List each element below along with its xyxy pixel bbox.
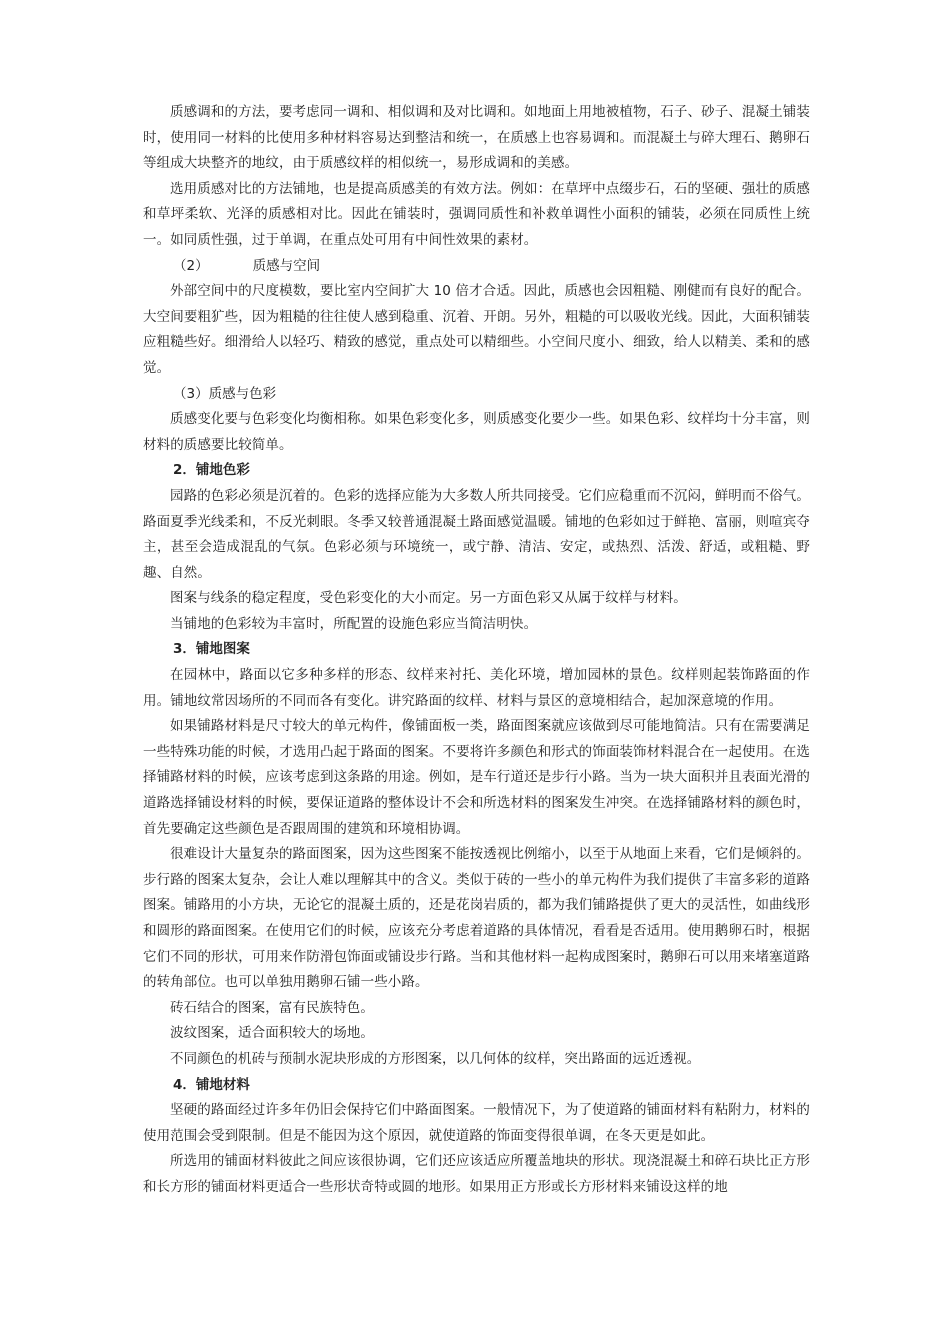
paragraph-texture-contrast: 选用质感对比的方法铺地，也是提高质感美的有效方法。例如：在草坪中点缀步石，石的坚硬、强壮的质感和草坪柔软、光泽的质感相对比。因此在铺装时，强调同质性和补救单调性小面积的铺装，必须在同质性上统一。如同质性强，过于单调，在重点处可用有中间性效果的素材。 xyxy=(143,180,810,248)
section-heading-paving-pattern: 3．铺地图案 xyxy=(173,641,250,658)
section-heading-paving-material: 4．铺地材料 xyxy=(173,1076,250,1093)
paragraph-facility-color: 当铺地的色彩较为丰富时，所配置的设施色彩应当简洁明快。 xyxy=(170,615,538,632)
document-page xyxy=(143,100,810,1201)
subheading-title: 质感与空间 xyxy=(252,257,321,274)
paragraph-road-color: 园路的色彩必须是沉着的。色彩的选择应能为大多数人所共同接受。它们应稳重而不沉闷，鲜明而不俗气。路面夏季光线柔和，不反光刺眼。冬季又较普通混凝土路面感觉温暖。铺地的色彩如过于鲜艳、富丽，则喧宾夺主，甚至会造成混乱的气氛。色彩必须与环境统一，或宁静、清洁、安定，或热烈、活泼、舒适，或粗糙、野趣、自然。 xyxy=(143,487,810,581)
paragraph-texture-color: 质感变化要与色彩变化均衡相称。如果色彩变化多，则质感变化要少一些。如果色彩、纹样均十分丰富，则材料的质感要比较简单。 xyxy=(143,411,810,453)
paragraph-pattern-stability: 图案与线条的稳定程度，受色彩变化的大小而定。另一方面色彩又从属于纹样与材料。 xyxy=(170,590,687,607)
subheading-texture-space xyxy=(143,254,810,280)
paragraph-large-units: 如果铺路材料是尺寸较大的单元构件，像铺面板一类，路面图案就应该做到尽可能地简洁。只有在需要满足一些特殊功能的时候，才选用凸起于路面的图案。不要将许多颜色和形式的饰面装饰材料混合在一起使用。在选择铺路材料的时候，应该考虑到这条路的用途。例如，是车行道还是步行小路。当为一块大面积并且表面光滑的道路选择铺设材料的时候，要保证道路的整体设计不会和所选材料的图案发生冲突。在选择铺路材料的颜色时，首先要确定这些颜色是否跟周围的建筑和环境相协调。 xyxy=(143,718,810,837)
paragraph-material-harmony: 所选用的铺面材料彼此之间应该很协调，它们还应该适应所覆盖地块的形状。现浇混凝土和碎石块比正方形和长方形的铺面材料更适合一些形状奇特或圆的地形。如果用正方形或长方形材料来铺设这样的地 xyxy=(143,1153,810,1195)
paragraph-texture-harmony: 质感调和的方法，要考虑同一调和、相似调和及对比调和。如地面上用地被植物，石子、砂子、混凝土铺装时，使用同一材料的比使用多种材料容易达到整洁和统一，在质感上也容易调和。而混凝土与碎大理石、鹅卵石等组成大块整齐的地纹，由于质感纹样的相似统一，易形成调和的美感。 xyxy=(143,104,810,172)
subheading-texture-color: （3）质感与色彩 xyxy=(173,385,277,402)
paragraph-space-scale: 外部空间中的尺度模数，要比室内空间扩大 10 倍才合适。因此，质感也会因粗糙、刚健而有良好的配合。大空间要粗犷些，因为粗糙的往往使人感到稳重、沉着、开朗。另外，粗糙的可以吸收光线。因此，大面积铺装应粗糙些好。细滑给人以轻巧、精致的感觉，重点处可以精细些。小空间尺度小、细致，给人以精美、柔和的感觉。 xyxy=(143,283,810,376)
paragraph-complex-patterns: 很难设计大量复杂的路面图案，因为这些图案不能按透视比例缩小，以至于从地面上来看，它们是倾斜的。步行路的图案太复杂，会让人难以理解其中的含义。类似于砖的一些小的单元构件为我们提供了丰富多彩的道路图案。铺路用的小方块，无论它的混凝土质的，还是花岗岩质的，都为我们铺路提供了更大的灵活性，如曲线形和圆形的路面图案。在使用它们的时候，应该充分考虑着道路的具体情况，看看是否适用。使用鹅卵石时，根据它们不同的形状，可用来作防滑包饰面或铺设步行路。当和其他材料一起构成图案时，鹅卵石可以用来堵塞道路的转角部位。也可以单独用鹅卵石铺一些小路。 xyxy=(143,846,810,991)
section-heading-paving-color: 2．铺地色彩 xyxy=(173,462,250,479)
subheading-number: （2） xyxy=(173,257,209,274)
paragraph-square-pattern: 不同颜色的机砖与预制水泥块形成的方形图案，以几何体的纹样，突出路面的远近透视。 xyxy=(170,1050,701,1067)
paragraph-garden-pattern: 在园林中，路面以它多种多样的形态、纹样来衬托、美化环境，增加园林的景色。纹样则起装饰路面的作用。铺地纹常因场所的不同而各有变化。讲究路面的纹样、材料与景区的意境相结合，起加深意境的作用。 xyxy=(143,667,810,709)
paragraph-brick-stone: 砖石结合的图案，富有民族特色。 xyxy=(170,999,374,1016)
paragraph-hard-surface: 坚硬的路面经过许多年仍旧会保持它们中路面图案。一般情况下，为了使道路的铺面材料有粘附力，材料的使用范围会受到限制。但是不能因为这个原因，就使道路的饰面变得很单调，在冬天更是如此。 xyxy=(143,1102,810,1144)
paragraph-ripple-pattern: 波纹图案，适合面积较大的场地。 xyxy=(170,1025,374,1042)
